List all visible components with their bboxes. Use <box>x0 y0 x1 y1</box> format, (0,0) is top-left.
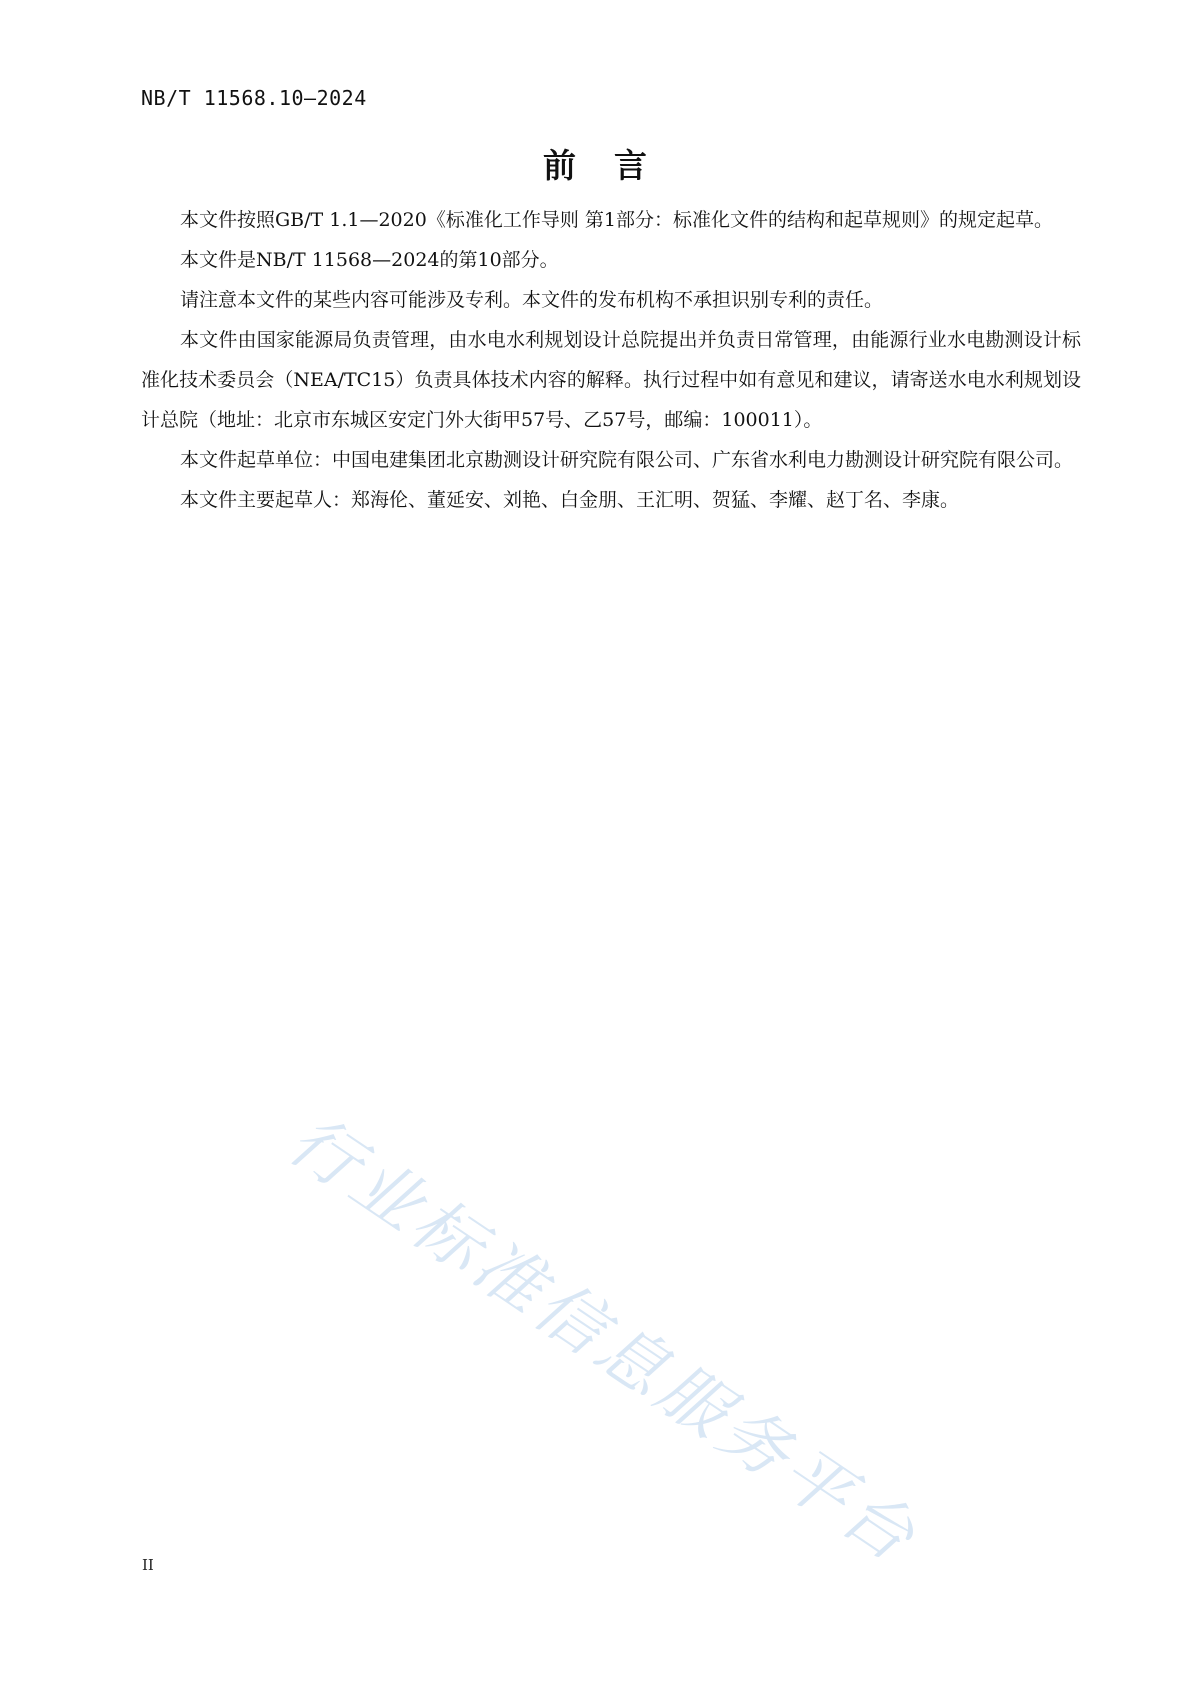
paragraph-drafters: 本文件主要起草人：郑海伦、董延安、刘艳、白金朋、王汇明、贺猛、李耀、赵丁名、李康。 <box>180 489 960 511</box>
paragraph-management: 本文件由国家能源局负责管理，由水电水利规划设计总院提出并负责日常管理，由能源行业水电勘测设计标准化技术委员会（NEA/TC15）负责具体技术内容的解释。执行过程中如有意见和建议，请寄送水电水利规划设计总院（地址：北京市东城区安定门外大街甲57号、乙57号，邮编：100011）。 <box>141 329 1081 431</box>
paragraph-part-number: 本文件是NB/T 11568—2024的第10部分。 <box>180 249 559 271</box>
page-title <box>0 140 1190 187</box>
paragraph-patent-notice: 请注意本文件的某些内容可能涉及专利。本文件的发布机构不承担识别专利的责任。 <box>180 289 884 311</box>
title-char-2: 言 <box>614 146 647 185</box>
watermark-text: 行业标准信息服务平台 <box>274 1100 933 1581</box>
title-char-1: 前 <box>543 146 576 185</box>
page-number: II <box>142 1556 154 1574</box>
standard-code: NB/T 11568.10—2024 <box>141 86 367 110</box>
paragraph-drafting-rules: 本文件按照GB/T 1.1—2020《标准化工作导则 第1部分：标准化文件的结构和起草规则》的规定起草。 <box>180 209 1053 231</box>
paragraph-drafting-units: 本文件起草单位：中国电建集团北京勘测设计研究院有限公司、广东省水利电力勘测设计研究院有限公司。 <box>180 449 1074 471</box>
foreword-body <box>141 200 1081 520</box>
